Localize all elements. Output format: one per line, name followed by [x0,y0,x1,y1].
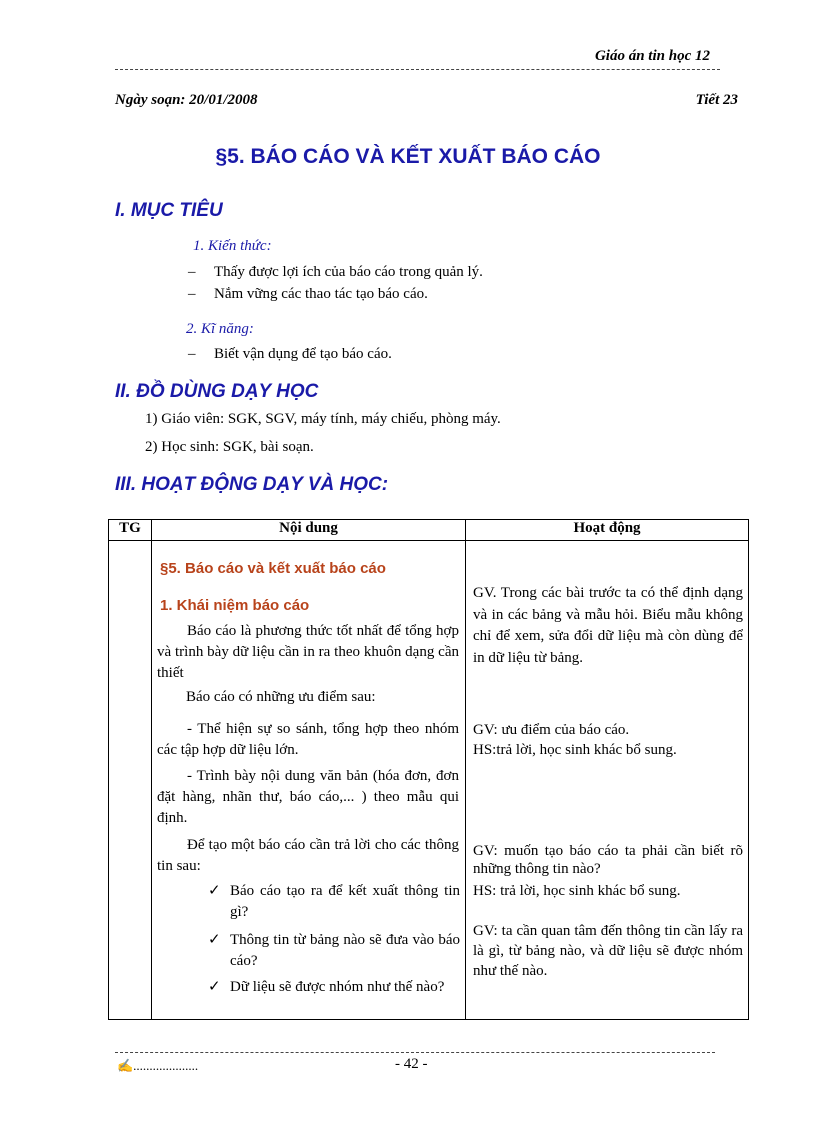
date-prepared: Ngày soạn: 20/01/2008 [115,92,258,108]
skills-label: 2. Kĩ năng: [186,321,254,337]
activity-note: HS:trả lời, học sinh khác bổ sung. [473,742,677,758]
knowledge-item: – Thấy được lợi ích của báo cáo trong quản lý. [188,264,483,280]
tg-cell [109,541,152,1020]
content-paragraph: - Trình bày nội dung văn bản (hóa đơn, đơn đặt hàng, nhãn thư, báo cáo,... ) theo mẫu qui định. [157,768,459,826]
footer-divider [115,1052,715,1053]
check-icon: ✓ [208,883,221,899]
section-materials-heading: II. ĐỒ DÙNG DẠY HỌC [115,381,319,402]
activity-note: GV: ta cần quan tâm đến thông tin cần lấy ra là gì, từ bảng nào, và dữ liệu sẽ được nhóm như thế nào. [473,923,743,979]
header-activity: Hoạt động [466,520,749,541]
footer-signature: ✍.................... [117,1058,199,1073]
knowledge-item: – Nắm vững các thao tác tạo báo cáo. [188,286,428,302]
activity-cell [466,541,749,1020]
content-paragraph: Báo cáo là phương thức tốt nhất để tổng hợp và trình bày dữ liệu cần in ra theo khuôn dạng cần thiết [157,623,459,681]
content-cell [152,541,466,1020]
content-paragraph: - Thể hiện sự so sánh, tổng hợp theo nhóm các tập hợp dữ liệu lớn. [157,721,459,758]
check-item: ✓ Thông tin từ bảng nào sẽ đưa vào báo cáo? [208,932,460,969]
knowledge-label: 1. Kiến thức: [193,238,272,254]
header-tg: TG [109,520,152,541]
lesson-table [108,519,749,1020]
section-activities-heading: III. HOẠT ĐỘNG DẠY VÀ HỌC: [115,474,389,495]
lesson-period: Tiết 23 [695,92,738,108]
check-icon: ✓ [208,932,221,948]
header-divider [115,69,720,70]
document-title: §5. BÁO CÁO VÀ KẾT XUẤT BÁO CÁO [215,145,601,168]
check-item: ✓ Báo cáo tạo ra để kết xuất thông tin gì? [208,883,460,920]
activity-note: HS: trả lời, học sinh khác bổ sung. [473,883,681,899]
content-title: §5. Báo cáo và kết xuất báo cáo [160,560,386,577]
materials-teacher: 1) Giáo viên: SGK, SGV, máy tính, máy chiếu, phòng máy. [145,411,501,427]
section-objectives-heading: I. MỤC TIÊU [115,200,223,221]
activity-note: GV: muốn tạo báo cáo ta phải cần biết rõ những thông tin nào? [473,843,743,877]
activity-note: GV: ưu điểm của báo cáo. [473,722,630,738]
check-item: ✓ Dữ liệu sẽ được nhóm như thế nào? [208,979,445,995]
check-icon: ✓ [208,979,221,995]
skills-item: – Biết vận dụng để tạo báo cáo. [188,346,392,362]
header-title: Giáo án tin học 12 [594,48,710,64]
content-paragraph: Báo cáo có những ưu điểm sau: [186,689,376,705]
content-subtitle: 1. Khái niệm báo cáo [160,597,310,614]
content-paragraph: Để tạo một báo cáo cần trả lời cho các thông tin sau: [157,837,459,874]
materials-student: 2) Học sinh: SGK, bài soạn. [145,439,314,455]
header-content: Nội dung [152,520,466,541]
activity-note: GV. Trong các bài trước ta có thể định dạng và in các bảng và mẫu hỏi. Biểu mẫu không chỉ để xem, sửa đổi dữ liệu mà còn dùng để in dữ liệu từ bảng. [473,585,743,666]
page-number: - 42 - [395,1056,428,1072]
